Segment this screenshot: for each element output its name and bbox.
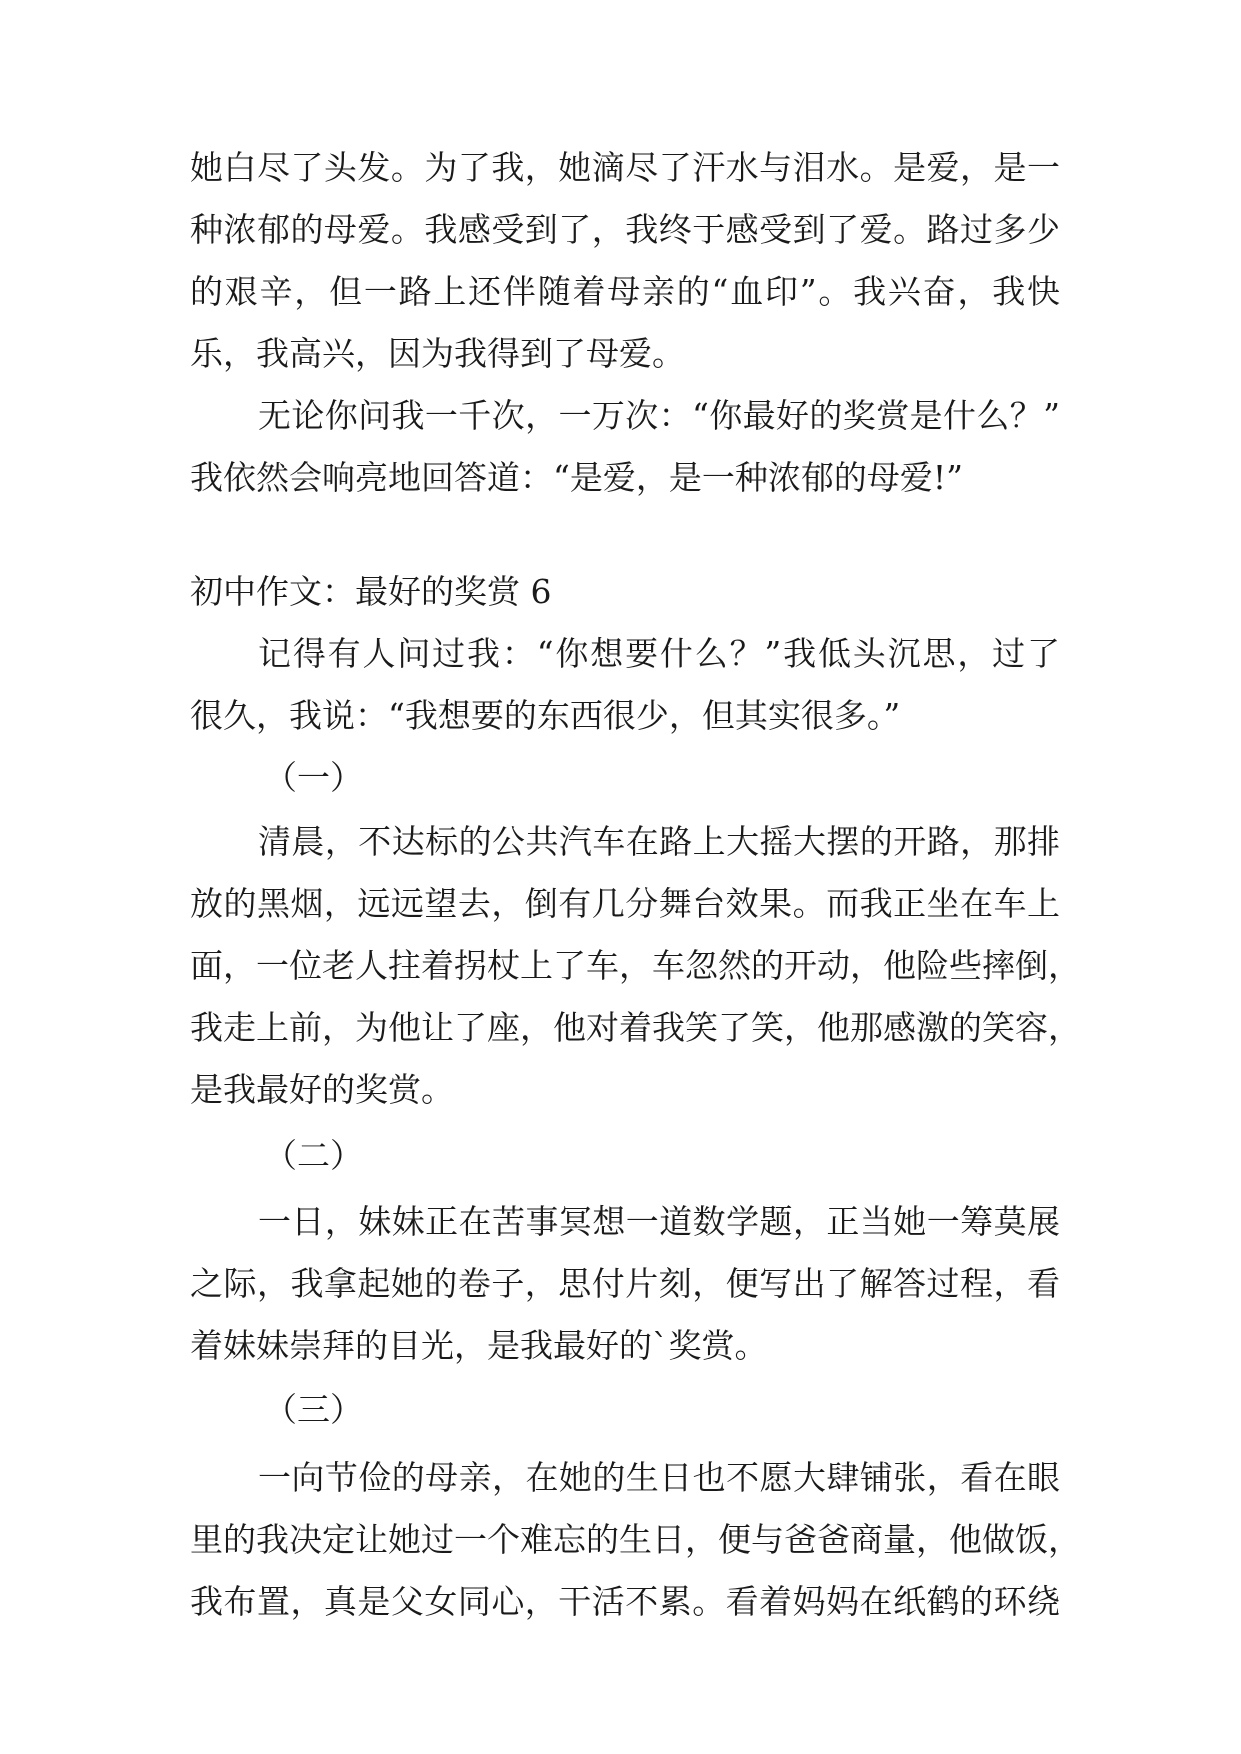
subsection-marker: （三） bbox=[264, 1390, 363, 1429]
text-line: 我布置，真是父女同心，干活不累。看着妈妈在纸鹤的环绕 bbox=[190, 1582, 1060, 1621]
text-line: 的艰辛，但一路上还伴随着母亲的“血印”。我兴奋，我快 bbox=[190, 272, 1060, 311]
section-heading: 初中作文：最好的奖赏 6 bbox=[190, 572, 552, 611]
text-line: 着妹妹崇拜的目光，是我最好的`奖赏。 bbox=[190, 1326, 768, 1365]
text-line: 很久，我说：“我想要的东西很少，但其实很多。” bbox=[190, 696, 901, 735]
text-line: 面，一位老人拄着拐杖上了车，车忽然的开动，他险些摔倒， bbox=[190, 946, 1081, 985]
text-line: 我依然会响亮地回答道：“是爱，是一种浓郁的母爱!” bbox=[190, 458, 964, 497]
text-line: 放的黑烟，远远望去，倒有几分舞台效果。而我正坐在车上 bbox=[190, 884, 1060, 923]
subsection-marker: （二） bbox=[264, 1136, 363, 1175]
text-line: 里的我决定让她过一个难忘的生日，便与爸爸商量，他做饭， bbox=[190, 1520, 1081, 1559]
text-line: 记得有人问过我：“你想要什么？”我低头沉思，过了 bbox=[258, 634, 1060, 673]
text-line: 一日，妹妹正在苦事冥想一道数学题，正当她一筹莫展 bbox=[258, 1202, 1060, 1241]
text-line: 之际，我拿起她的卷子，思付片刻，便写出了解答过程，看 bbox=[190, 1264, 1060, 1303]
text-line: 一向节俭的母亲，在她的生日也不愿大肆铺张，看在眼 bbox=[258, 1458, 1060, 1497]
text-line: 清晨，不达标的公共汽车在路上大摇大摆的开路，那排 bbox=[258, 822, 1060, 861]
text-line: 我走上前，为他让了座，他对着我笑了笑，他那感激的笑容， bbox=[190, 1008, 1081, 1047]
text-line: 乐，我高兴，因为我得到了母爱。 bbox=[190, 334, 685, 373]
text-line: 是我最好的奖赏。 bbox=[190, 1070, 454, 1109]
text-line: 种浓郁的母爱。我感受到了，我终于感受到了爱。路过多少 bbox=[190, 210, 1060, 249]
text-line: 她白尽了头发。为了我，她滴尽了汗水与泪水。是爱，是一 bbox=[190, 148, 1060, 187]
subsection-marker: （一） bbox=[264, 758, 363, 797]
text-line: 无论你问我一千次，一万次：“你最好的奖赏是什么？” bbox=[258, 396, 1060, 435]
